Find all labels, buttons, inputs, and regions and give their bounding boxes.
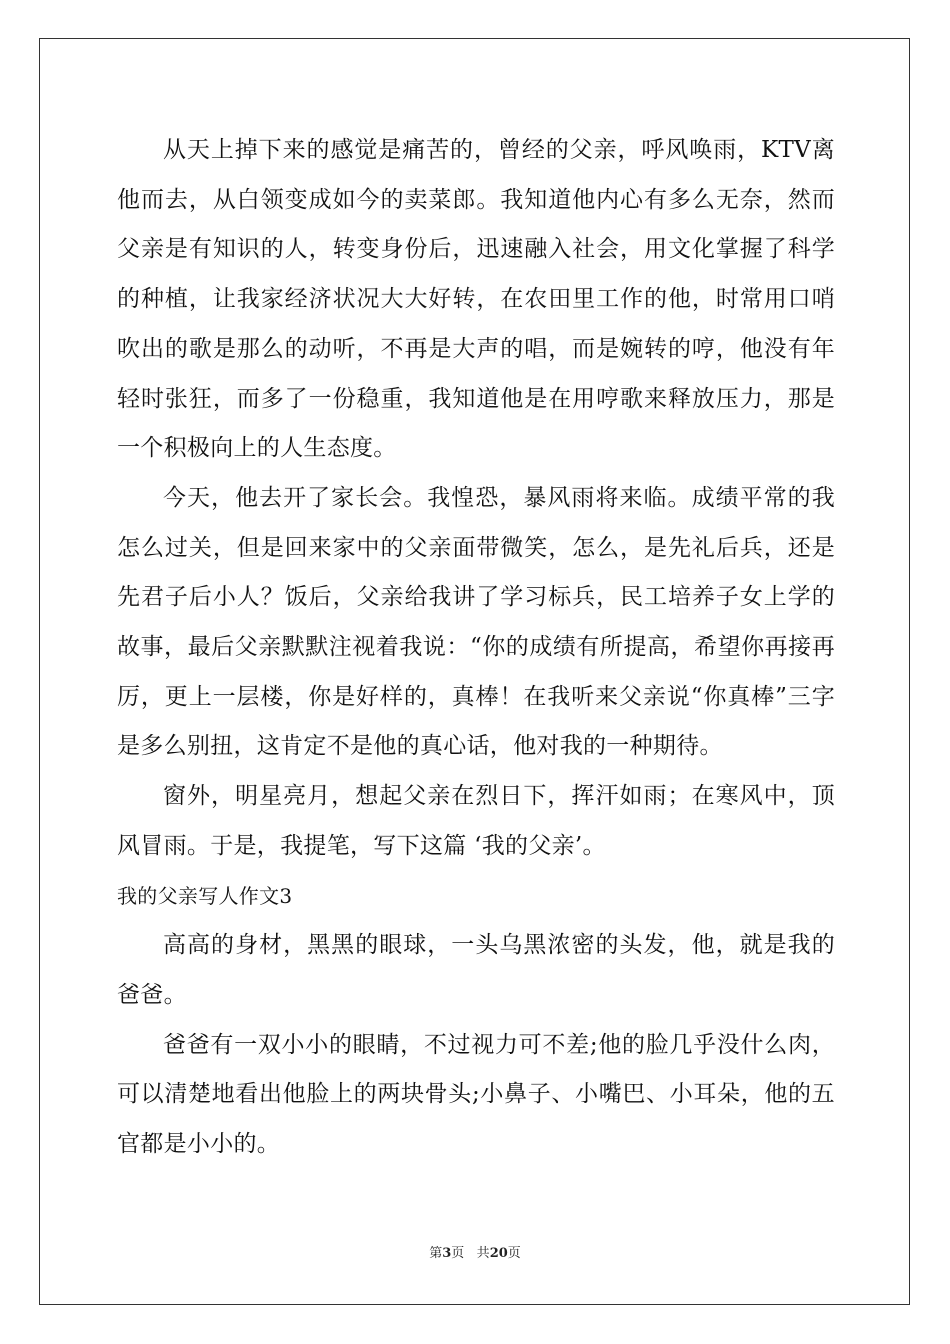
page-number: 3	[442, 1246, 452, 1261]
page-footer	[0, 1246, 950, 1262]
paragraph-2: 今天，他去开了家长会。我惶恐，暴风雨将来临。成绩平常的我怎么过关，但是回来家中的父亲面带微笑，怎么，是先礼后兵，还是先君子后小人？饭后，父亲给我讲了学习标兵，民工培养子女上学的故事，最后父亲默默注视着我说：“你的成绩有所提高，希望你再接再厉，更上一层楼，你是好样的，真棒！在我听来父亲说“你真棒”三字是多么别扭，这肯定不是他的真心话，他对我的一种期待。	[117, 484, 835, 760]
page-suffix: 页	[451, 1246, 465, 1261]
total-prefix: 共	[476, 1246, 490, 1261]
total-suffix: 页	[507, 1246, 521, 1261]
paragraph-3: 窗外，明星亮月，想起父亲在烈日下，挥汗如雨；在寒风中，顶风冒雨。于是，我提笔，写下这篇 ‘我的父亲’。	[117, 783, 835, 859]
section-heading: 我的父亲写人作文3	[117, 883, 293, 908]
paragraph-1: 从天上掉下来的感觉是痛苦的，曾经的父亲，呼风唤雨，KTV离他而去，从白领变成如今的卖菜郎。我知道他内心有多么无奈，然而父亲是有知识的人，转变身份后，迅速融入社会，用文化掌握了科学的种植，让我家经济状况大大好转，在农田里工作的他，时常用口哨吹出的歌是那么的动听，不再是大声的唱，而是婉转的哼，他没有年轻时张狂，而多了一份稳重，我知道他是在用哼歌来释放压力，那是一个积极向上的人生态度。	[117, 137, 835, 462]
document-body	[117, 126, 835, 1170]
total-pages: 20	[489, 1246, 508, 1261]
paragraph-4: 高高的身材，黑黑的眼球，一头乌黑浓密的头发，他，就是我的爸爸。	[117, 932, 835, 1008]
paragraph-5: 爸爸有一双小小的眼睛，不过视力可不差;他的脸几乎没什么肉，可以清楚地看出他脸上的两块骨头;小鼻子、小嘴巴、小耳朵，他的五官都是小小的。	[117, 1031, 835, 1158]
page-prefix: 第	[429, 1246, 443, 1261]
